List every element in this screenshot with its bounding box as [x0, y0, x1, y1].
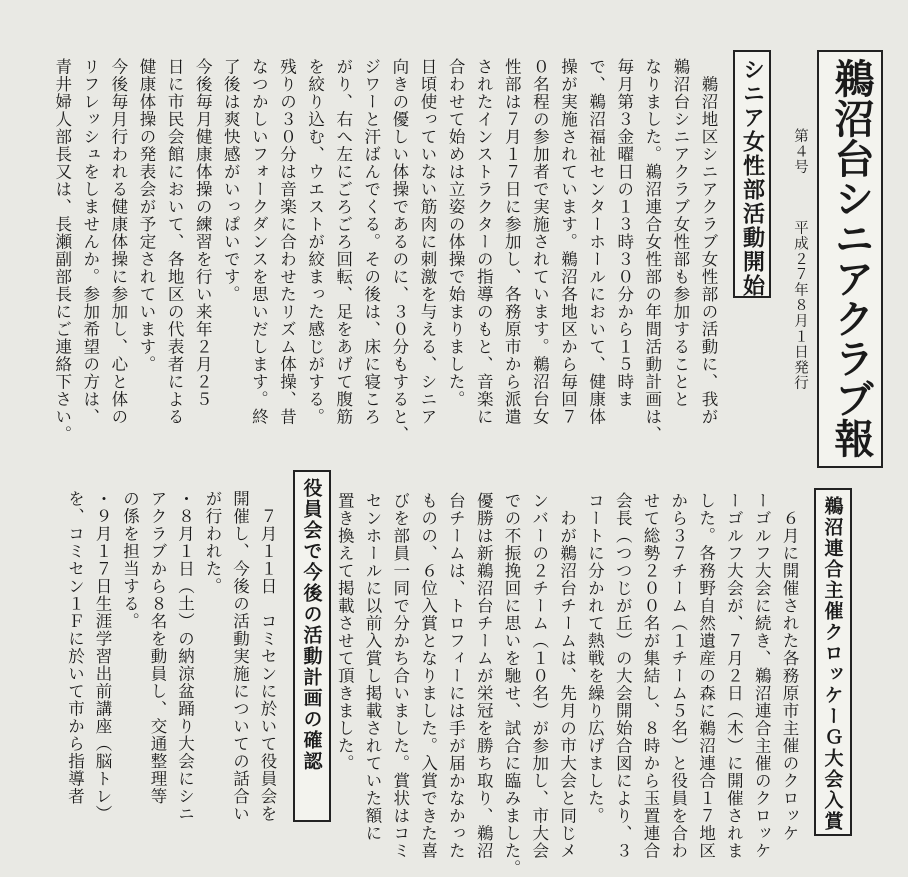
text-column: せて総勢２００名が集結し、８時から玉置連合: [641, 492, 660, 860]
text-column: 優勝は新鵜沼台チームが栄冠を勝ち取り、鵜沼: [474, 492, 494, 860]
text-column: ・９月１７日生涯学習出前講座（脳トレ）: [93, 490, 112, 823]
text-column: 鵜沼地区シニアクラブ女性部の活動に、我が: [699, 58, 718, 426]
text-column: 今後毎月健康体操の練習を行い来年２月２５: [193, 58, 213, 408]
text-column: 日に市民会館において、各地区の代表者による: [165, 58, 185, 426]
text-column: で、鵜沼福祉センターホールにおいて、健康体: [586, 58, 606, 426]
text-column: されたインストラクターの指導のもと、音楽に: [474, 58, 494, 426]
article1-title: シニア女性部活動開始: [733, 50, 771, 298]
text-column: 健康体操の発表会が予定されています。: [137, 58, 156, 373]
text-column: ジワーと汗ばんでくる。その後は、床に寝ころ: [361, 58, 381, 426]
article2-title: 鵜沼連合主催クロッケーＧ大会入賞: [814, 488, 852, 836]
text-column: 向きの優しい体操であるのに、３０分もすると、: [389, 58, 409, 443]
text-column: わが鵜沼台チームは、先月の市大会と同じメ: [557, 492, 577, 860]
text-column: 毎月第３金曜日の１３時３０分から１５時ま: [614, 58, 634, 408]
text-column: センホールに以前入賞し掲載されていた額に: [363, 492, 382, 842]
text-column: での不振挽回に思いを馳せ、試合に臨みました。: [502, 492, 521, 877]
masthead-title: 鵜沼台シニアクラブ報: [828, 58, 874, 458]
text-column: びを部員一同で分かち合いました。賞状はコミ: [390, 492, 410, 860]
text-column: コートに分かれて熱戦を繰り広げました。: [585, 492, 605, 825]
text-column: 合わせて始めは立姿の体操で始まりました。: [446, 58, 466, 408]
text-column: ンバーの２チーム（１０名）が参加し、市大会: [529, 492, 549, 860]
text-column: 性部は７月１７日に参加し、各務原市から派遣: [502, 58, 522, 426]
publish-date: 平成２７年８月１日発行: [792, 220, 808, 391]
text-column: 残りの３０分は音楽に合わせたリズム体操、昔: [277, 58, 297, 426]
text-column: リフレッシュをしませんか。参加希望の方は、: [80, 58, 100, 426]
text-column: 開催し、今後の活動実施についての話合い: [230, 490, 250, 823]
text-column: 青井婦人部長又は、長瀬副部長にご連絡下さい。: [52, 58, 72, 443]
text-column: なつかしいフォークダンスを思いだします。終: [249, 58, 269, 426]
text-column: 置き換えて掲載させて頂きました。: [335, 492, 355, 772]
text-column: 台チームは、トロフィーには手が届かなかった: [446, 492, 466, 860]
text-column: 日頃使っていない筋肉に刺激を与える、シニア: [418, 58, 437, 426]
text-column: 操が実施されています。鵜沼各地区から毎回７: [558, 58, 578, 426]
text-column: の係を担当する。: [120, 490, 140, 630]
text-column: 鵜沼台シニアクラブ女性部も参加することと: [670, 58, 690, 408]
text-column: 会長（つつじが丘）の大会開始合図により、３: [613, 492, 633, 860]
text-column: ものの、６位入賞となりました。入賞できた喜: [418, 492, 438, 860]
text-column: を、コミセン１Ｆに於いて市から指導者: [65, 490, 85, 805]
article3-title: 役員会で今後の活動計画の確認: [293, 470, 331, 822]
text-column: ーゴルフ大会に続き、鵜沼連合主催のクロッケ: [752, 492, 772, 860]
text-column: ７月１１日 コミセンに於いて役員会を: [258, 490, 277, 823]
text-column: ６月に開催された各務原市主催のクロッケ: [780, 492, 799, 842]
masthead-box: [817, 50, 883, 468]
text-column: ーゴルフ大会が、７月２日（木）に開催されま: [724, 492, 744, 860]
text-column: ０名程の参加者で実施されています。鵜沼台女: [530, 58, 550, 426]
text-column: なりました。鵜沼連合女性部の年間活動計画は、: [642, 58, 662, 443]
text-column: から３７チーム（１チーム５名）と役員を合わ: [668, 492, 688, 860]
text-column: が行われた。: [203, 490, 222, 595]
text-column: 了後は爽快感がいっぱいです。: [221, 58, 241, 303]
issue-number: 第４号: [792, 128, 808, 175]
text-column: ・８月１日（土）の納涼盆踊り大会にシニ: [175, 490, 195, 823]
text-column: 今後毎月行われる健康体操に参加し、心と体の: [108, 58, 128, 426]
text-column: した。各務野自然遺産の森に鵜沼連合１７地区: [696, 492, 716, 860]
text-column: を絞り込む、ウエストが絞まった感じがする。: [305, 58, 325, 426]
text-column: がり、右へ左にごろごろ回転、足をあげて腹筋: [333, 58, 353, 426]
text-column: アクラブから８名を動員し、交通整理等: [148, 490, 167, 805]
